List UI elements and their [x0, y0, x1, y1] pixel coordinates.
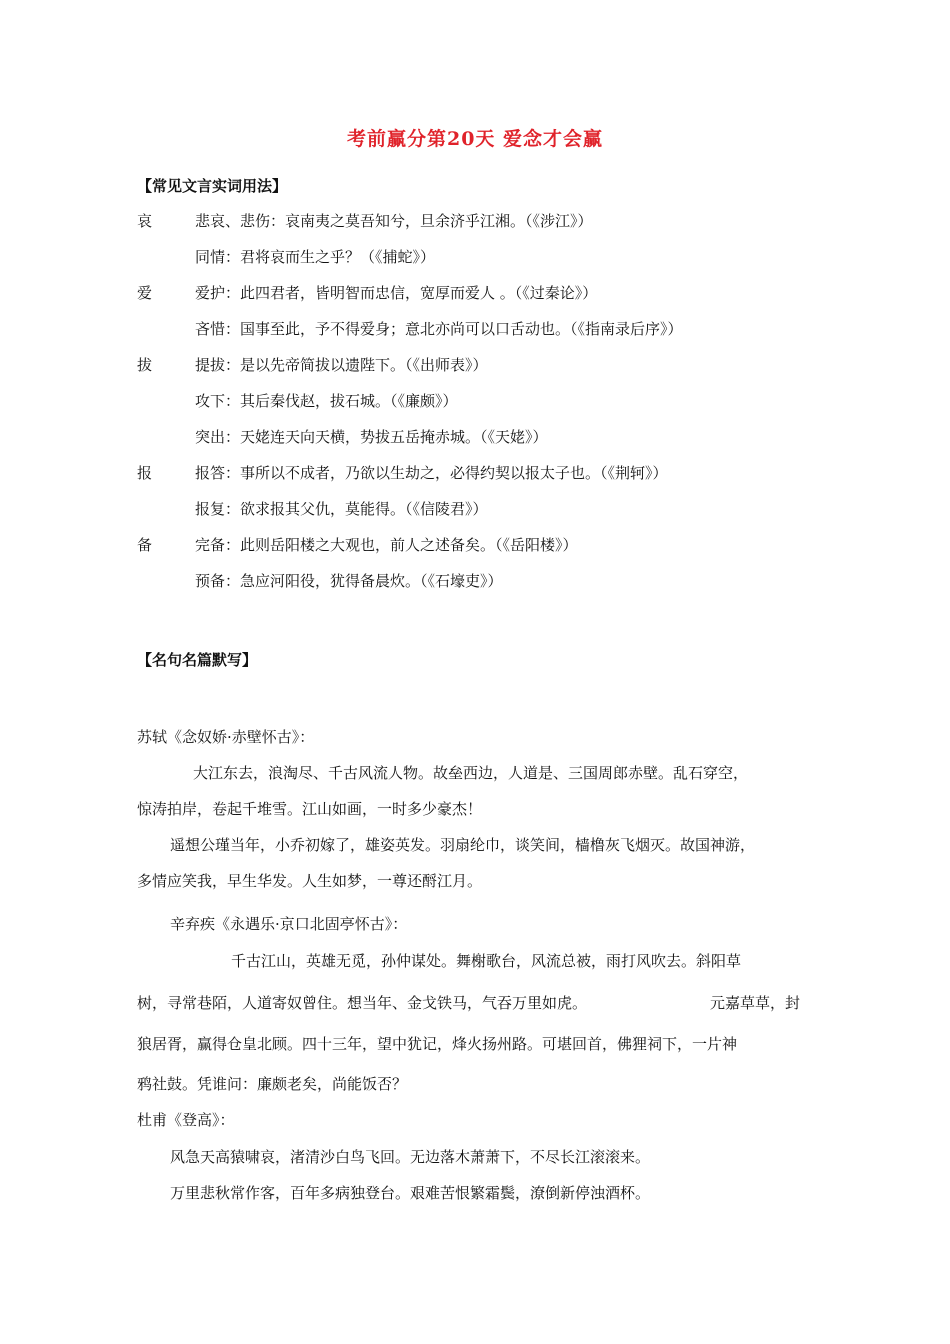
poem-line: 大江东去，浪淘尽、千古风流人物。故垒西边，人道是、三国周郎赤壁。乱石穿空，: [193, 764, 749, 782]
poem-author-title: 苏轼《念奴娇·赤壁怀古》：: [137, 728, 315, 746]
entry-sense: 攻下：其后秦伐赵，拔石城。（《廉颇》）: [195, 392, 458, 410]
poem-line: 惊涛拍岸，卷起千堆雪。江山如画，一时多少豪杰！: [137, 800, 483, 818]
poem-line: 千古江山，英雄无觅，孙仲谋处。舞榭歌台，风流总被，雨打风吹去。斜阳草: [231, 952, 742, 970]
entry-char: 哀: [137, 212, 153, 230]
poem-author-title: 辛弃疾《永遇乐·京口北固亭怀古》：: [170, 915, 408, 933]
poem-line: 元嘉草草，封: [710, 994, 801, 1012]
entry-sense: 吝惜：国事至此，予不得爱身；意北亦尚可以口舌动也。（《指南录后序》）: [195, 320, 683, 338]
entry-sense: 报答：事所以不成者，乃欲以生劫之，必得约契以报太子也。（《荆轲》）: [195, 464, 668, 482]
entry-sense: 同情：君将哀而生之乎？（《捕蛇》）: [195, 248, 436, 266]
section-heading-recitation: 【名句名篇默写】: [137, 651, 258, 669]
entry-sense: 报复：欲求报其父仇，莫能得。（《信陵君》）: [195, 500, 488, 518]
poem-line: 遥想公瑾当年，小乔初嫁了，雄姿英发。羽扇纶巾，谈笑间，樯橹灰飞烟灭。故国神游，: [170, 836, 756, 854]
entry-sense: 悲哀、悲伤：哀南夷之莫吾知兮，旦余济乎江湘。（《涉江》）: [195, 212, 593, 230]
section-heading-vocab: 【常见文言实词用法】: [137, 177, 288, 195]
poem-author-title: 杜甫《登高》：: [137, 1111, 235, 1129]
poem-line: 风急天高猿啸哀，渚清沙白鸟飞回。无边落木萧萧下，不尽长江滚滚来。: [170, 1148, 651, 1166]
page-title: 考前赢分第20天 爱念才会赢: [346, 128, 604, 150]
poem-line: 万里悲秋常作客，百年多病独登台。艰难苦恨繁霜鬓，潦倒新停浊酒杯。: [170, 1184, 651, 1202]
entry-sense: 爱护：此四君者，皆明智而忠信，宽厚而爱人 。（《过秦论》）: [195, 284, 598, 302]
poem-line: 狼居胥，赢得仓皇北顾。四十三年，望中犹记，烽火扬州路。可堪回首，佛狸祠下，一片神: [137, 1035, 738, 1053]
poem-line: 多情应笑我，早生华发。人生如梦，一尊还酹江月。: [137, 872, 483, 890]
entry-char: 爱: [137, 284, 153, 302]
entry-char: 备: [137, 536, 153, 554]
poem-line: 鸦社鼓。凭谁问：廉颇老矣，尚能饭否？: [137, 1075, 408, 1093]
entry-sense: 完备：此则岳阳楼之大观也，前人之述备矣。（《岳阳楼》）: [195, 536, 578, 554]
poem-line: 树，寻常巷陌，人道寄奴曾住。想当年、金戈铁马，气吞万里如虎。: [137, 994, 588, 1012]
entry-sense: 提拔：是以先帝简拔以遗陛下。（《出师表》）: [195, 356, 488, 374]
entry-sense: 突出：天姥连天向天横，势拔五岳掩赤城。（《天姥》）: [195, 428, 548, 446]
entry-char: 报: [137, 464, 153, 482]
entry-sense: 预备：急应河阳役，犹得备晨炊。（《石壕吏》）: [195, 572, 503, 590]
entry-char: 拔: [137, 356, 153, 374]
